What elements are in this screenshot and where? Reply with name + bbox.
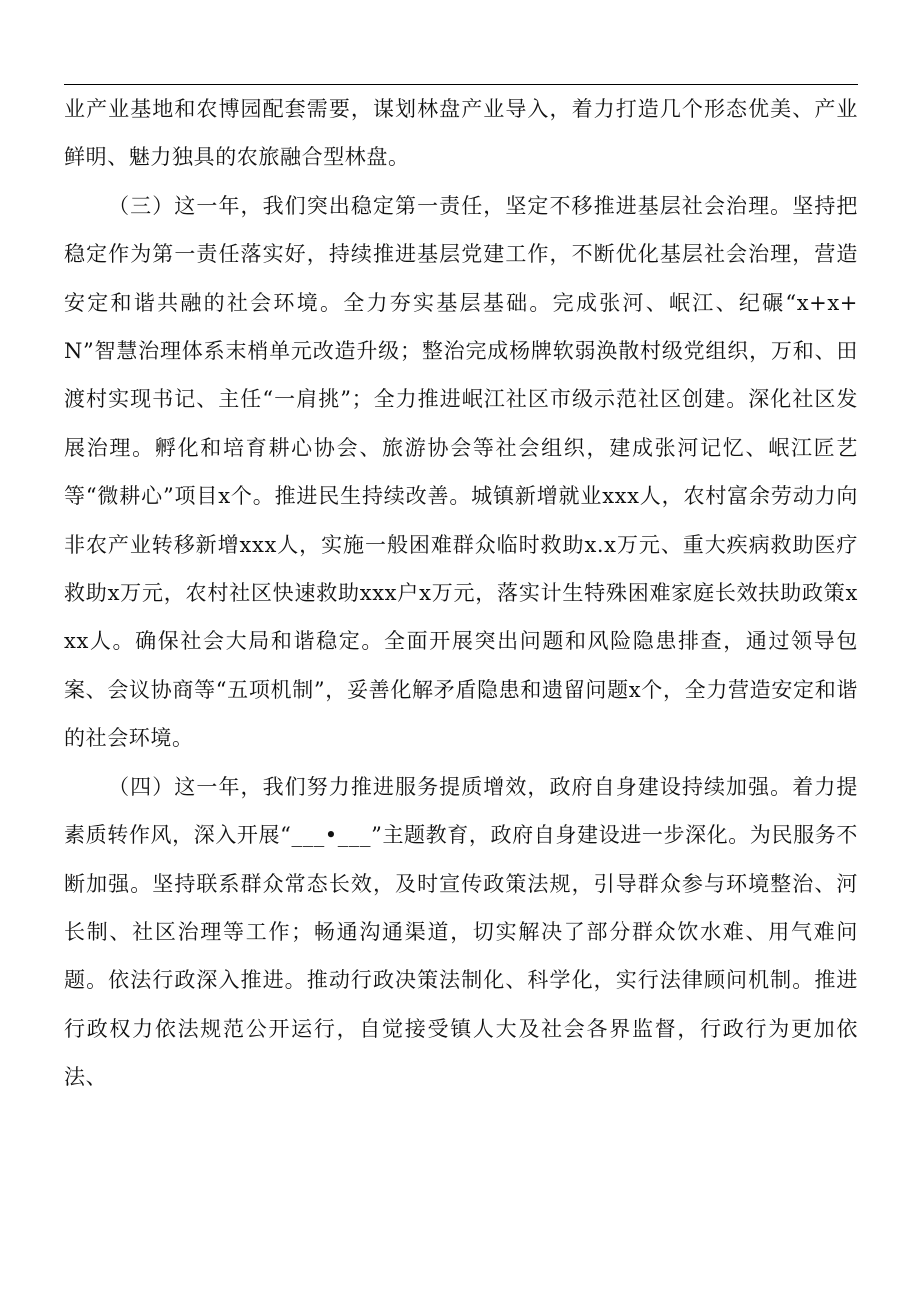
document-body xyxy=(64,85,858,1102)
paragraph-continuation: 业产业基地和农博园配套需要，谋划林盘产业导入，着力打造几个形态优美、产业鲜明、魅力独具的农旅融合型林盘。 xyxy=(64,97,858,170)
paragraph-section-four: （四）这一年，我们努力推进服务提质增效，政府自身建设持续加强。着力提素质转作风，深入开展“___•___”主题教育，政府自身建设进一步深化。为民服务不断加强。坚持联系群众常态长效，及时宣传政策法规，引导群众参与环境整治、河长制、社区治理等工作；畅通沟通渠道，切实解决了部分群众饮水难、用气难问题。依法行政深入推进。推动行政决策法制化、科学化，实行法律顾问机制。推进行政权力依法规范公开运行，自觉接受镇人大及社会各界监督，行政行为更加依法、 xyxy=(64,774,858,1090)
paragraph-section-three: （三）这一年，我们突出稳定第一责任，坚定不移推进基层社会治理。坚持把稳定作为第一责任落实好，持续推进基层党建工作，不断优化基层社会治理，营造安定和谐共融的社会环境。全力夯实基层基础。完成张河、岷江、纪碾“x+x+N”智慧治理体系末梢单元改造升级；整治完成杨牌软弱涣散村级党组织，万和、田渡村实现书记、主任“一肩挑”；全力推进岷江社区市级示范社区创建。深化社区发展治理。孵化和培育耕心协会、旅游协会等社会组织，建成张河记忆、岷江匠艺等“微耕心”项目x个。推进民生持续改善。城镇新增就业xxx人，农村富余劳动力向非农产业转移新增xxx人，实施一般困难群众临时救助x.x万元、重大疾病救助医疗救助x万元，农村社区快速救助xxx户x万元，落实计生特殊困难家庭长效扶助政策xxx人。确保社会大局和谐稳定。全面开展突出问题和风险隐患排查，通过领导包案、会议协商等“五项机制”，妥善化解矛盾隐患和遗留问题x个，全力营造安定和谐的社会环境。 xyxy=(64,193,858,751)
